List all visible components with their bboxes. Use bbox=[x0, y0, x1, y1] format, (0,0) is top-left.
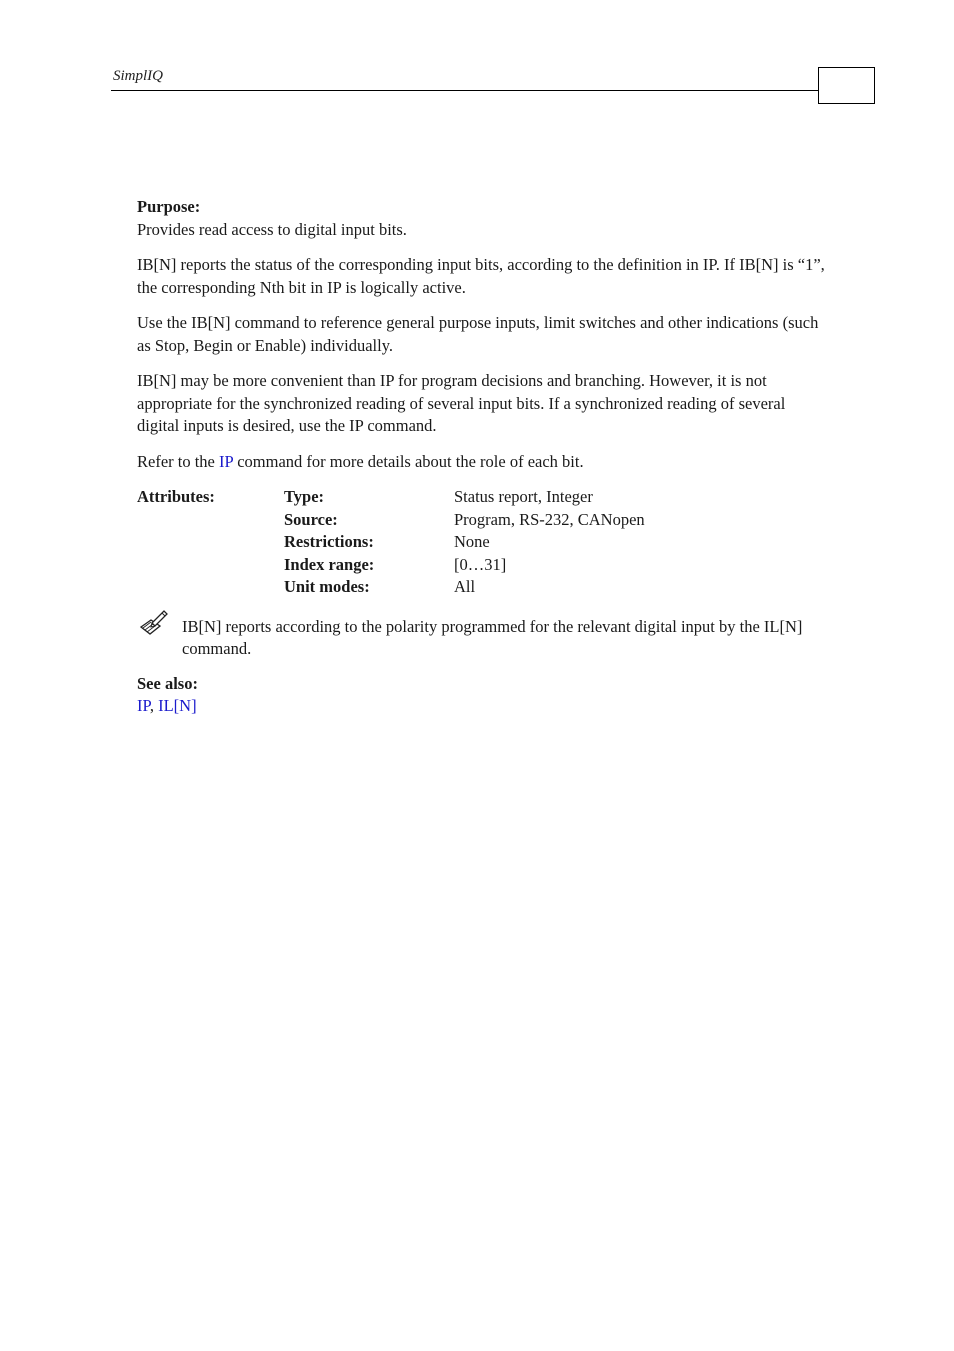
attribute-key: Index range: bbox=[284, 554, 375, 574]
ip-link[interactable]: IP bbox=[219, 451, 234, 471]
attribute-key: Type: bbox=[284, 487, 325, 506]
see-also-separator: , bbox=[149, 696, 159, 715]
see-also-label: See also: bbox=[137, 673, 198, 693]
attribute-key: Source: bbox=[284, 509, 338, 529]
attribute-value: All bbox=[454, 577, 476, 596]
attribute-key: Restrictions: bbox=[284, 532, 374, 551]
see-also-link-ip[interactable]: IP bbox=[137, 696, 150, 715]
header-rule bbox=[111, 90, 819, 91]
note bbox=[137, 616, 827, 661]
purpose-text: Provides read access to digital input bits. bbox=[137, 219, 407, 239]
paragraph: IB[N] may be more convenient than IP for program decisions and branching. However, it is not appropriate for the synchronized reading of several input bits. If a synchronized reading of several digital inputs is desired, use the IP command. bbox=[137, 371, 786, 435]
paragraph: IB[N] reports the status of the corresponding input bits, according to the definition in IP. If IB[N] is “1”, the corresponding Nth bit in IP is logically active. bbox=[137, 255, 825, 297]
header-title: SimplIQ bbox=[113, 68, 163, 84]
attributes-label: Attributes: bbox=[137, 487, 215, 506]
refer-paragraph bbox=[137, 451, 827, 474]
attribute-value: Program, RS-232, CANopen bbox=[454, 509, 645, 529]
purpose-section bbox=[137, 196, 827, 241]
note-pencil-icon bbox=[138, 607, 170, 637]
attribute-value: [0…31] bbox=[454, 554, 507, 574]
see-also-section bbox=[137, 673, 827, 718]
page-number-box bbox=[818, 67, 875, 104]
refer-prefix: Refer to the bbox=[137, 451, 220, 471]
attribute-value: Status report, Integer bbox=[454, 487, 593, 506]
paragraph: Use the IB[N] command to reference general purpose inputs, limit switches and other indications (such as Stop, Begin or Enable) individually. bbox=[137, 313, 819, 355]
purpose-label: Purpose: bbox=[137, 197, 201, 216]
attribute-value: None bbox=[454, 532, 490, 551]
refer-suffix: command for more details about the role of each bit. bbox=[233, 451, 584, 471]
content bbox=[137, 196, 827, 718]
attributes-table bbox=[137, 486, 827, 599]
note-text: IB[N] reports according to the polarity programmed for the relevant digital input by the IL[N] command. bbox=[182, 616, 803, 658]
attribute-key: Unit modes: bbox=[284, 577, 370, 596]
see-also-link-il[interactable]: IL[N] bbox=[158, 696, 197, 715]
